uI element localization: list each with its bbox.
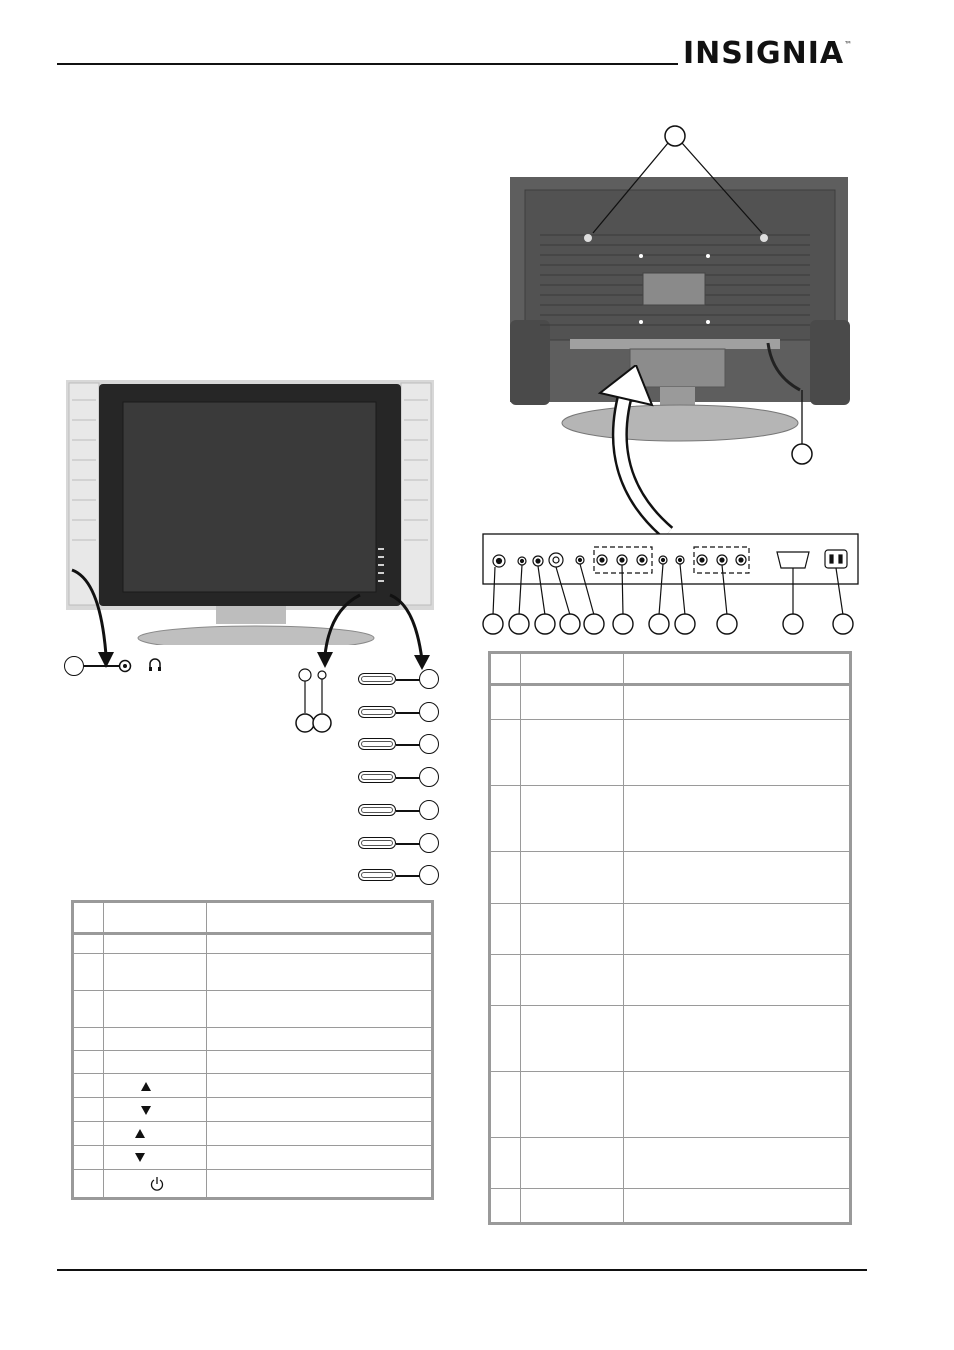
brand-name: INSIGNIA bbox=[683, 36, 845, 71]
side-button-4 bbox=[358, 771, 396, 783]
brand-logo bbox=[683, 36, 853, 71]
side-button-7 bbox=[358, 869, 396, 881]
callout-line bbox=[84, 665, 120, 667]
callout-button-2 bbox=[419, 702, 439, 722]
callout-button-6 bbox=[419, 833, 439, 853]
table-row bbox=[491, 851, 849, 852]
table-row bbox=[74, 1169, 431, 1170]
table-row bbox=[491, 785, 849, 786]
rear-connector-panel bbox=[482, 533, 860, 638]
channel-down-arrow-icon bbox=[141, 1106, 151, 1115]
back-panel-arrow bbox=[580, 365, 690, 535]
table-row bbox=[74, 1097, 431, 1098]
table-row bbox=[74, 1121, 431, 1122]
power-icon bbox=[150, 1176, 164, 1192]
callout-button-1 bbox=[419, 669, 439, 689]
callout-button-4 bbox=[419, 767, 439, 787]
footer-rule bbox=[57, 1269, 867, 1271]
volume-up-arrow-icon bbox=[135, 1129, 145, 1138]
table-row bbox=[491, 719, 849, 720]
table-header-divider bbox=[74, 932, 431, 935]
headphone-jack-icon bbox=[118, 659, 132, 673]
side-button-1 bbox=[358, 673, 396, 685]
callout-line bbox=[396, 875, 420, 877]
volume-down-arrow-icon bbox=[135, 1153, 145, 1162]
side-button-2 bbox=[358, 706, 396, 718]
indicator-lights-icon bbox=[294, 665, 334, 735]
callout-button-5 bbox=[419, 800, 439, 820]
callout-line bbox=[396, 777, 420, 779]
table-row bbox=[74, 1050, 431, 1051]
table-row bbox=[491, 903, 849, 904]
table-row bbox=[491, 1137, 849, 1138]
callout-line bbox=[396, 843, 420, 845]
back-panel-table bbox=[488, 651, 852, 1225]
side-button-5 bbox=[358, 804, 396, 816]
table-row bbox=[74, 953, 431, 954]
table-row bbox=[74, 990, 431, 991]
callout-line bbox=[396, 744, 420, 746]
table-row bbox=[74, 1027, 431, 1028]
callout-line bbox=[396, 679, 420, 681]
callout-line bbox=[396, 810, 420, 812]
table-row bbox=[491, 1005, 849, 1006]
callout-line bbox=[396, 712, 420, 714]
header-rule bbox=[57, 63, 678, 65]
front-panel-table bbox=[71, 900, 434, 1200]
table-row bbox=[491, 1071, 849, 1072]
callout-headphone bbox=[64, 656, 84, 676]
table-header-divider bbox=[491, 683, 849, 686]
side-button-6 bbox=[358, 837, 396, 849]
channel-up-arrow-icon bbox=[141, 1082, 151, 1091]
table-row bbox=[74, 1145, 431, 1146]
callout-button-7 bbox=[419, 865, 439, 885]
headphone-icon bbox=[148, 657, 162, 673]
table-row bbox=[74, 1073, 431, 1074]
table-row bbox=[491, 954, 849, 955]
side-button-3 bbox=[358, 738, 396, 750]
callout-button-3 bbox=[419, 734, 439, 754]
table-row bbox=[491, 1188, 849, 1189]
front-callout-arrows bbox=[60, 560, 450, 670]
trademark-mark: ™ bbox=[844, 40, 854, 49]
